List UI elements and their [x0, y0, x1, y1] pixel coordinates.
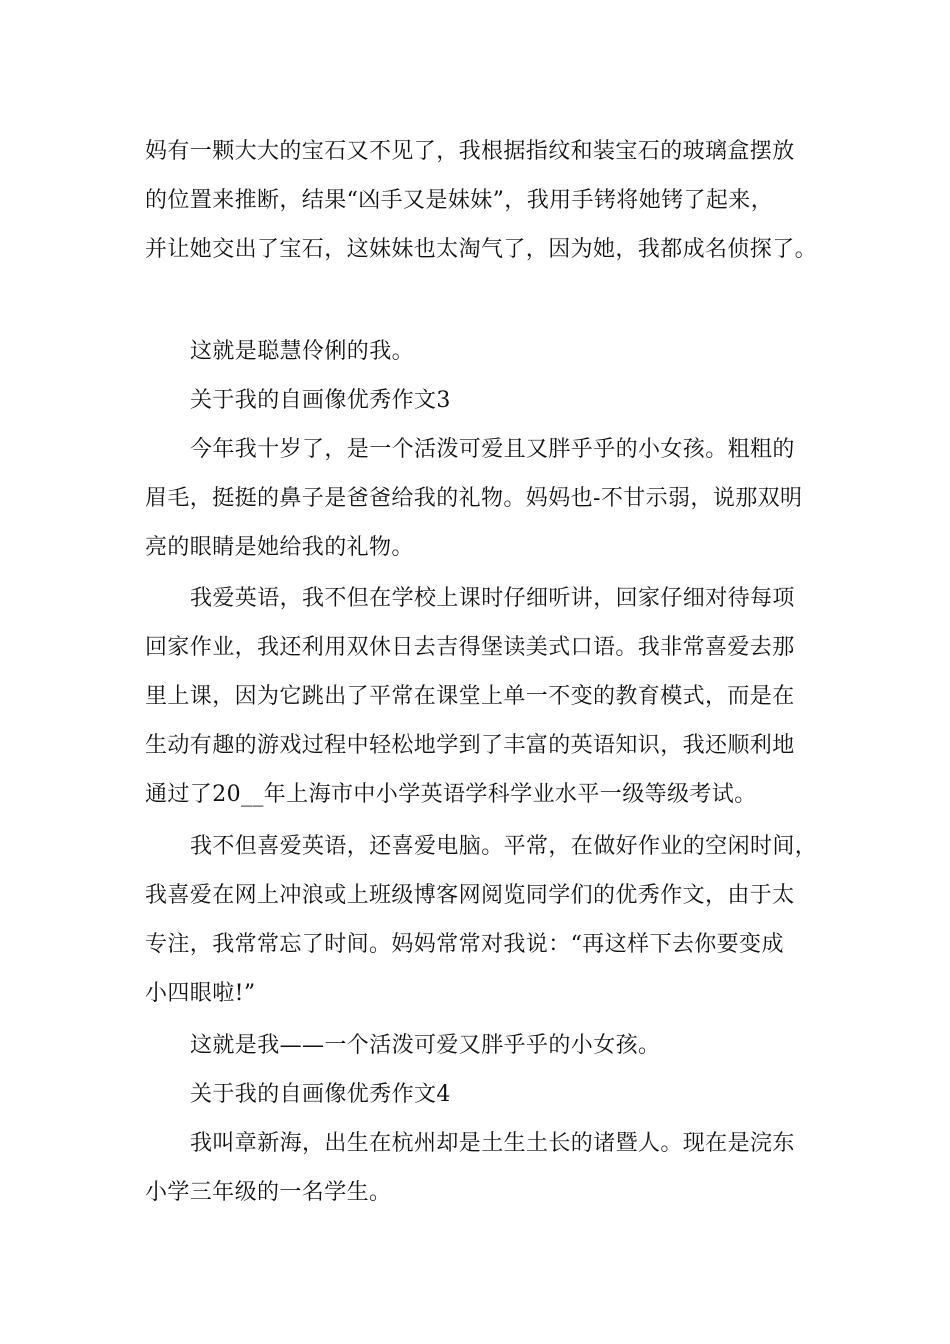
text-line: 通过了20__年上海市中小学英语学科学业水平一级等级考试。 [145, 782, 757, 807]
text-line: 眉毛，挺挺的鼻子是爸爸给我的礼物。妈妈也-不甘示弱，说那双明 [145, 486, 803, 511]
text-line: 小学三年级的一名学生。 [145, 1180, 392, 1205]
text-line: 我爱英语，我不但在学校上课时仔细听讲，回家仔细对待每项 [190, 586, 795, 611]
text-line: 今年我十岁了，是一个活泼可爱且又胖乎乎的小女孩。粗粗的 [190, 437, 795, 462]
text-line: 这就是我——一个活泼可爱又胖乎乎的小女孩。 [190, 1033, 661, 1058]
text-line: 并让她交出了宝石，这妹妹也太淘气了，因为她，我都成名侦探了。 [145, 237, 818, 262]
text-line: 我不但喜爱英语，还喜爱电脑。平常，在做好作业的空闲时间， [190, 834, 818, 859]
text-line: 生动有趣的游戏过程中轻松地学到了丰富的英语知识，我还顺利地 [145, 733, 795, 758]
text-line: 里上课，因为它跳出了平常在课堂上单一不变的教育模式，而是在 [145, 684, 795, 709]
text-line: 回家作业，我还利用双休日去吉得堡读美式口语。我非常喜爱去那 [145, 635, 795, 660]
section-heading: 关于我的自画像优秀作文3 [190, 388, 451, 413]
text-line: 这就是聪慧伶俐的我。 [190, 339, 415, 364]
text-line: 妈有一颗大大的宝石又不见了，我根据指纹和装宝石的玻璃盒摆放 [145, 139, 795, 164]
text-line: 小四眼啦!” [145, 981, 256, 1006]
text-line: 专注，我常常忘了时间。妈妈常常对我说：“再这样下去你要变成 [145, 932, 784, 957]
text-line: 的位置来推断，结果“凶手又是妹妹”，我用手铐将她铐了起来， [145, 188, 774, 213]
text-line: 我叫章新海，出生在杭州却是土生土长的诸暨人。现在是浣东 [190, 1131, 795, 1156]
text-line: 我喜爱在网上冲浪或上班级博客网阅览同学们的优秀作文，由于太 [145, 883, 795, 908]
section-heading: 关于我的自画像优秀作文4 [190, 1082, 451, 1107]
text-line: 亮的眼睛是她给我的礼物。 [145, 535, 414, 560]
